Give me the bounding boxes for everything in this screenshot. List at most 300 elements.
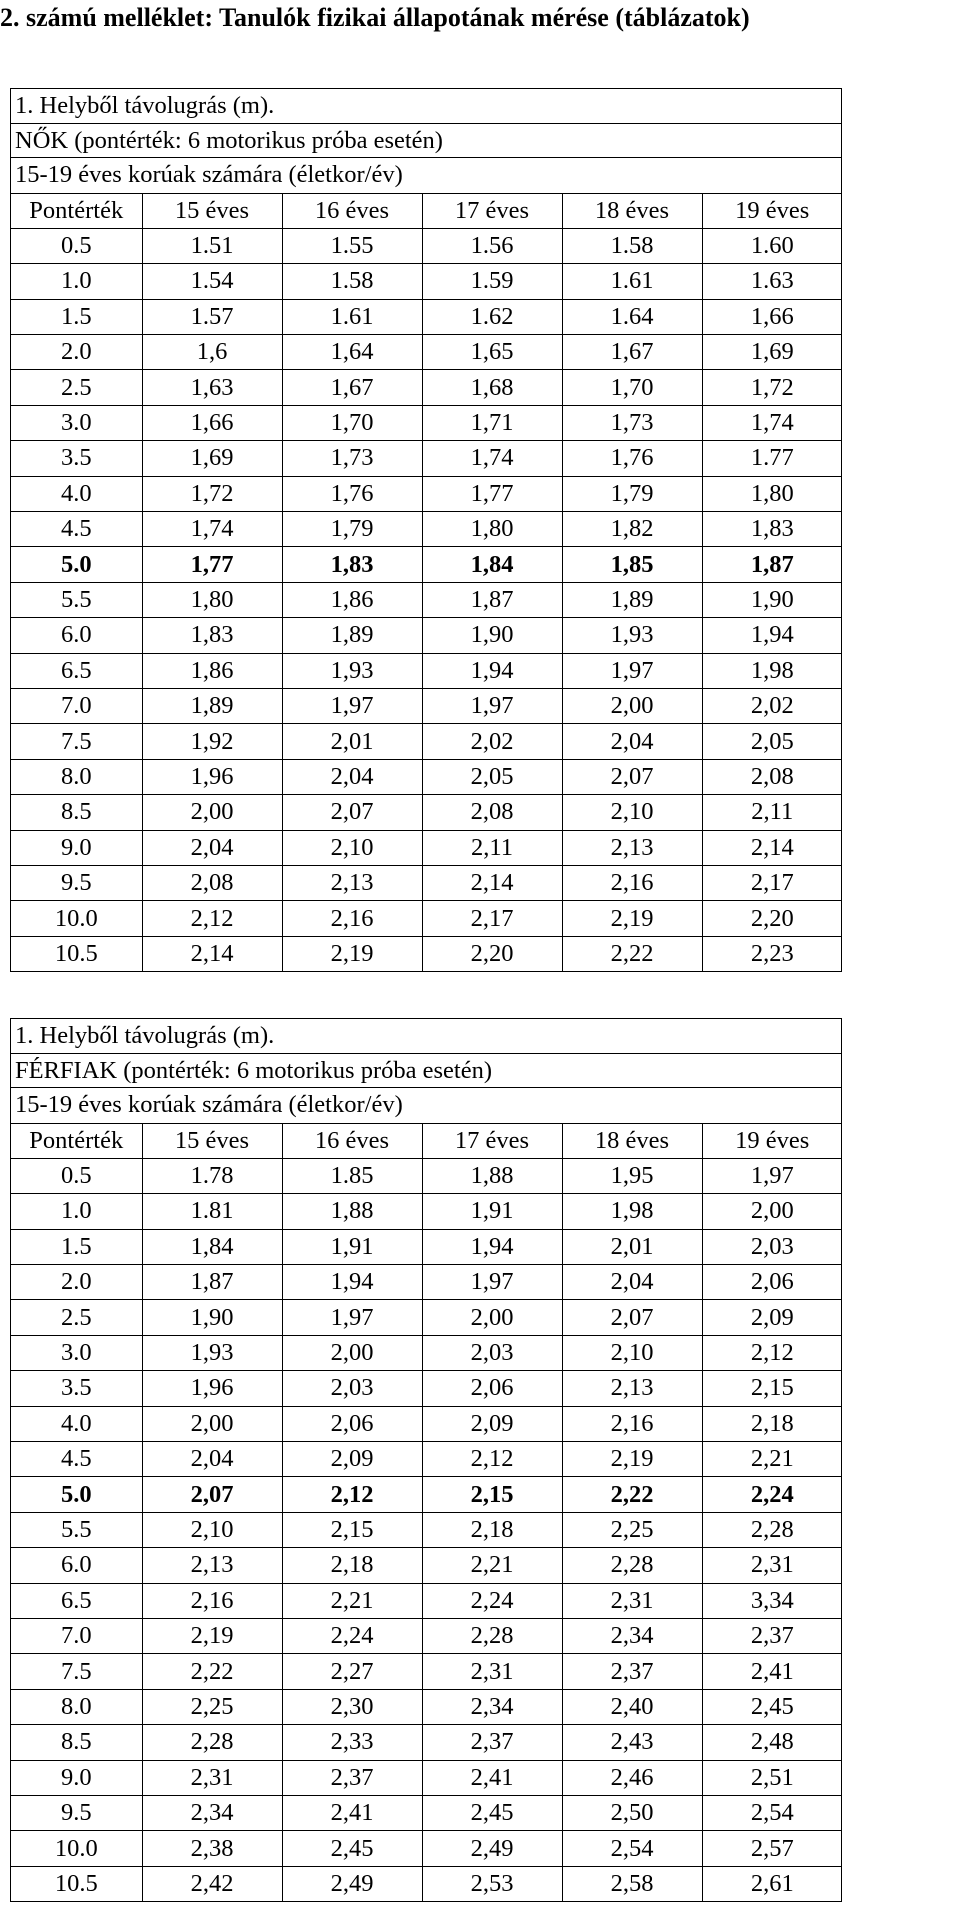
value-cell: 2,05: [702, 724, 842, 759]
value-cell: 2,21: [422, 1548, 562, 1583]
score-cell: 6.0: [11, 1548, 142, 1583]
value-cell: 2,15: [282, 1512, 422, 1547]
score-cell: 2.0: [11, 335, 142, 370]
value-cell: 2,40: [562, 1689, 702, 1724]
column-header: 15 éves: [142, 193, 282, 228]
score-cell: 6.5: [11, 653, 142, 688]
score-cell: 7.0: [11, 1618, 142, 1653]
value-cell: 2,54: [562, 1831, 702, 1866]
value-cell: 2,11: [422, 830, 562, 865]
value-cell: 2,04: [282, 759, 422, 794]
value-cell: 1,91: [422, 1194, 562, 1229]
value-cell: 2,19: [282, 936, 422, 971]
score-cell: 10.0: [11, 901, 142, 936]
score-cell: 1.5: [11, 299, 142, 334]
value-cell: 2,17: [702, 865, 842, 900]
table-row: [11, 1335, 842, 1370]
value-cell: 2,57: [702, 1831, 842, 1866]
score-cell: 5.5: [11, 582, 142, 617]
table-row: [11, 1442, 842, 1477]
value-cell: 2,07: [562, 759, 702, 794]
value-cell: 1.78: [142, 1158, 282, 1193]
score-cell: 3.5: [11, 441, 142, 476]
value-cell: 2,12: [702, 1335, 842, 1370]
value-cell: 2,18: [282, 1548, 422, 1583]
table-row: [11, 1300, 842, 1335]
score-cell: 10.5: [11, 1866, 142, 1901]
table-row: [11, 1194, 842, 1229]
score-cell: 9.0: [11, 1760, 142, 1795]
table-row: [11, 1689, 842, 1724]
value-cell: 1,86: [142, 653, 282, 688]
value-cell: 1,97: [702, 1158, 842, 1193]
value-cell: 1,93: [142, 1335, 282, 1370]
value-cell: 2,24: [702, 1477, 842, 1512]
table-row: [11, 547, 842, 582]
value-cell: 1,83: [142, 618, 282, 653]
value-cell: 1,74: [142, 512, 282, 547]
score-cell: 9.5: [11, 865, 142, 900]
value-cell: 2,07: [142, 1477, 282, 1512]
score-cell: 8.0: [11, 1689, 142, 1724]
value-cell: 1,91: [282, 1229, 422, 1264]
table-row: [11, 795, 842, 830]
table-row: [11, 370, 842, 405]
value-cell: 2,37: [702, 1618, 842, 1653]
table-header-line: 1. Helyből távolugrás (m).: [11, 89, 841, 124]
value-cell: 1,84: [422, 547, 562, 582]
table-nok: [10, 88, 842, 972]
value-cell: 1,63: [142, 370, 282, 405]
page-title: 2. számú melléklet: Tanulók fizikai állapotának mérése (táblázatok): [0, 3, 750, 32]
value-cell: 1.63: [702, 264, 842, 299]
table-row: [11, 405, 842, 440]
table-row: [11, 1265, 842, 1300]
score-cell: 5.0: [11, 547, 142, 582]
table-row: [11, 582, 842, 617]
score-cell: 5.0: [11, 1477, 142, 1512]
value-cell: 2,10: [562, 795, 702, 830]
column-header: 17 éves: [422, 1123, 562, 1158]
value-cell: 2,28: [142, 1725, 282, 1760]
value-cell: 2,00: [282, 1335, 422, 1370]
value-cell: 2,16: [562, 1406, 702, 1441]
table-row: [11, 512, 842, 547]
value-cell: 1,92: [142, 724, 282, 759]
column-header: 18 éves: [562, 193, 702, 228]
score-cell: 10.5: [11, 936, 142, 971]
value-cell: 2,25: [562, 1512, 702, 1547]
table-header-line: 15-19 éves korúak számára (életkor/év): [15, 1091, 403, 1118]
value-cell: 2,49: [282, 1866, 422, 1901]
value-cell: 1.61: [282, 299, 422, 334]
value-cell: 2,45: [282, 1831, 422, 1866]
value-cell: 2,34: [142, 1795, 282, 1830]
value-cell: 1,6: [142, 335, 282, 370]
value-cell: 2,31: [702, 1548, 842, 1583]
value-cell: 1,79: [282, 512, 422, 547]
value-cell: 2,19: [562, 1442, 702, 1477]
value-cell: 2,24: [282, 1618, 422, 1653]
table-row: [11, 724, 842, 759]
column-header: 19 éves: [702, 193, 842, 228]
value-cell: 2,09: [702, 1300, 842, 1335]
table-row: [11, 1654, 842, 1689]
value-cell: 2,10: [562, 1335, 702, 1370]
value-cell: 1,74: [702, 405, 842, 440]
table-row: [11, 688, 842, 723]
value-cell: 2,22: [562, 936, 702, 971]
value-cell: 2,41: [282, 1795, 422, 1830]
column-header-row: [11, 1123, 842, 1158]
value-cell: 2,08: [142, 865, 282, 900]
value-cell: 1,83: [282, 547, 422, 582]
value-cell: 2,22: [562, 1477, 702, 1512]
value-cell: 2,14: [702, 830, 842, 865]
column-header: Pontérték: [11, 193, 142, 228]
value-cell: 2,00: [142, 1406, 282, 1441]
value-cell: 1,72: [702, 370, 842, 405]
value-cell: 2,31: [422, 1654, 562, 1689]
value-cell: 1,87: [422, 582, 562, 617]
value-cell: 1,66: [142, 405, 282, 440]
value-cell: 1,65: [422, 335, 562, 370]
value-cell: 1,80: [422, 512, 562, 547]
value-cell: 1,73: [282, 441, 422, 476]
value-cell: 2,15: [702, 1371, 842, 1406]
score-cell: 2.5: [11, 1300, 142, 1335]
value-cell: 2,46: [562, 1760, 702, 1795]
value-cell: 2,48: [702, 1725, 842, 1760]
value-cell: 2,30: [282, 1689, 422, 1724]
value-cell: 2,17: [422, 901, 562, 936]
column-header: 16 éves: [282, 193, 422, 228]
table-row: [11, 299, 842, 334]
value-cell: 2,13: [142, 1548, 282, 1583]
value-cell: 2,28: [422, 1618, 562, 1653]
value-cell: 2,58: [562, 1866, 702, 1901]
table-row: [11, 936, 842, 971]
score-cell: 7.5: [11, 1654, 142, 1689]
value-cell: 1,69: [142, 441, 282, 476]
table-row: [11, 653, 842, 688]
value-cell: 2,04: [142, 830, 282, 865]
value-cell: 1,89: [562, 582, 702, 617]
column-header-row: [11, 193, 842, 228]
table-row: [11, 1158, 842, 1193]
value-cell: 2,19: [562, 901, 702, 936]
value-cell: 2,03: [282, 1371, 422, 1406]
table-header-line: FÉRFIAK (pontérték: 6 motorikus próba esetén): [11, 1054, 841, 1089]
value-cell: 1,94: [282, 1265, 422, 1300]
value-cell: 2,37: [282, 1760, 422, 1795]
value-cell: 2,15: [422, 1477, 562, 1512]
value-cell: 2,34: [562, 1618, 702, 1653]
value-cell: 2,04: [562, 724, 702, 759]
score-cell: 3.5: [11, 1371, 142, 1406]
table-row: [11, 1760, 842, 1795]
value-cell: 2,49: [422, 1831, 562, 1866]
table-header-line: 15-19 éves korúak számára (életkor/év): [15, 161, 403, 188]
value-cell: 2,22: [142, 1654, 282, 1689]
value-cell: 2,21: [702, 1442, 842, 1477]
value-cell: 2,37: [422, 1725, 562, 1760]
value-cell: 1.61: [562, 264, 702, 299]
value-cell: 1,94: [422, 1229, 562, 1264]
value-cell: 2,12: [142, 901, 282, 936]
table-row: [11, 1512, 842, 1547]
score-cell: 1.0: [11, 1194, 142, 1229]
column-header: 19 éves: [702, 1123, 842, 1158]
value-cell: 2,54: [702, 1795, 842, 1830]
table-row: [11, 865, 842, 900]
value-cell: 1,97: [422, 1265, 562, 1300]
score-cell: 3.0: [11, 405, 142, 440]
value-cell: 2,51: [702, 1760, 842, 1795]
value-cell: 1,90: [422, 618, 562, 653]
table-row: [11, 901, 842, 936]
value-cell: 1,96: [142, 1371, 282, 1406]
value-cell: 2,02: [702, 688, 842, 723]
value-cell: 1,70: [562, 370, 702, 405]
table-row: [11, 1548, 842, 1583]
value-cell: 1,97: [422, 688, 562, 723]
value-cell: 2,61: [702, 1866, 842, 1901]
value-cell: 3,34: [702, 1583, 842, 1618]
score-cell: 1.5: [11, 1229, 142, 1264]
value-cell: 1,67: [562, 335, 702, 370]
value-cell: 2,06: [702, 1265, 842, 1300]
score-cell: 6.0: [11, 618, 142, 653]
value-cell: 1,70: [282, 405, 422, 440]
value-cell: 1,90: [142, 1300, 282, 1335]
table-row: [11, 1229, 842, 1264]
value-cell: 2,07: [562, 1300, 702, 1335]
value-cell: 2,07: [282, 795, 422, 830]
score-cell: 8.5: [11, 795, 142, 830]
score-cell: 0.5: [11, 228, 142, 263]
value-cell: 1,77: [142, 547, 282, 582]
value-cell: 2,45: [422, 1795, 562, 1830]
value-cell: 2,24: [422, 1583, 562, 1618]
value-cell: 1.58: [282, 264, 422, 299]
table-row: [11, 1795, 842, 1830]
value-cell: 1,93: [562, 618, 702, 653]
table-row: [11, 759, 842, 794]
value-cell: 2,02: [422, 724, 562, 759]
value-cell: 2,45: [702, 1689, 842, 1724]
table-row: [11, 1371, 842, 1406]
score-cell: 4.5: [11, 512, 142, 547]
score-cell: 9.5: [11, 1795, 142, 1830]
value-cell: 2,08: [422, 795, 562, 830]
value-cell: 2,13: [562, 830, 702, 865]
table-row: [11, 264, 842, 299]
score-cell: 10.0: [11, 1831, 142, 1866]
value-cell: 2,31: [562, 1583, 702, 1618]
table-row: [11, 830, 842, 865]
table-row: [11, 1831, 842, 1866]
value-cell: 2,16: [142, 1583, 282, 1618]
table-row: [11, 1406, 842, 1441]
value-cell: 1.56: [422, 228, 562, 263]
value-cell: 2,38: [142, 1831, 282, 1866]
value-cell: 2,09: [422, 1406, 562, 1441]
value-cell: 1,87: [142, 1265, 282, 1300]
value-cell: 2,18: [422, 1512, 562, 1547]
value-cell: 1,83: [702, 512, 842, 547]
value-cell: 2,41: [422, 1760, 562, 1795]
value-cell: 2,28: [702, 1512, 842, 1547]
value-cell: 2,10: [282, 830, 422, 865]
value-cell: 2,13: [282, 865, 422, 900]
value-cell: 2,33: [282, 1725, 422, 1760]
value-cell: 1,89: [282, 618, 422, 653]
column-header: 16 éves: [282, 1123, 422, 1158]
value-cell: 2,42: [142, 1866, 282, 1901]
score-cell: 4.5: [11, 1442, 142, 1477]
value-cell: 2,11: [702, 795, 842, 830]
value-cell: 2,04: [142, 1442, 282, 1477]
value-cell: 2,00: [702, 1194, 842, 1229]
value-cell: 2,04: [562, 1265, 702, 1300]
value-cell: 2,16: [282, 901, 422, 936]
value-cell: 1,90: [702, 582, 842, 617]
value-cell: 1,87: [702, 547, 842, 582]
value-cell: 1.62: [422, 299, 562, 334]
value-cell: 1.77: [702, 441, 842, 476]
value-cell: 2,16: [562, 865, 702, 900]
value-cell: 2,34: [422, 1689, 562, 1724]
score-cell: 8.5: [11, 1725, 142, 1760]
value-cell: 1,97: [282, 688, 422, 723]
value-cell: 1,86: [282, 582, 422, 617]
value-cell: 2,21: [282, 1583, 422, 1618]
table-header-line: 1. Helyből távolugrás (m).: [11, 1019, 841, 1054]
value-cell: 1.85: [282, 1158, 422, 1193]
value-cell: 1.58: [562, 228, 702, 263]
data-table: [11, 1123, 842, 1902]
value-cell: 1,88: [422, 1158, 562, 1193]
value-cell: 2,08: [702, 759, 842, 794]
column-header: 18 éves: [562, 1123, 702, 1158]
value-cell: 2,01: [562, 1229, 702, 1264]
value-cell: 2,18: [702, 1406, 842, 1441]
value-cell: 2,06: [422, 1371, 562, 1406]
value-cell: 2,50: [562, 1795, 702, 1830]
table-row: [11, 476, 842, 511]
value-cell: 2,19: [142, 1618, 282, 1653]
value-cell: 1,66: [702, 299, 842, 334]
value-cell: 1,76: [282, 476, 422, 511]
value-cell: 2,23: [702, 936, 842, 971]
value-cell: 1.64: [562, 299, 702, 334]
value-cell: 2,03: [422, 1335, 562, 1370]
value-cell: 1,80: [702, 476, 842, 511]
data-table: [11, 193, 842, 972]
score-cell: 8.0: [11, 759, 142, 794]
score-cell: 0.5: [11, 1158, 142, 1193]
value-cell: 2,14: [422, 865, 562, 900]
value-cell: 2,03: [702, 1229, 842, 1264]
table-row: [11, 1583, 842, 1618]
value-cell: 1.60: [702, 228, 842, 263]
value-cell: 1,73: [562, 405, 702, 440]
value-cell: 1.59: [422, 264, 562, 299]
table-row: [11, 1725, 842, 1760]
score-cell: 4.0: [11, 476, 142, 511]
value-cell: 2,37: [562, 1654, 702, 1689]
value-cell: 1.81: [142, 1194, 282, 1229]
value-cell: 1.55: [282, 228, 422, 263]
value-cell: 1,98: [562, 1194, 702, 1229]
value-cell: 2,20: [702, 901, 842, 936]
score-cell: 7.0: [11, 688, 142, 723]
value-cell: 2,00: [562, 688, 702, 723]
value-cell: 2,25: [142, 1689, 282, 1724]
value-cell: 1,98: [702, 653, 842, 688]
value-cell: 2,31: [142, 1760, 282, 1795]
value-cell: 2,13: [562, 1371, 702, 1406]
table-header-line: NŐK (pontérték: 6 motorikus próba esetén): [11, 124, 841, 159]
value-cell: 1,84: [142, 1229, 282, 1264]
table-row: [11, 1866, 842, 1901]
table-row: [11, 441, 842, 476]
value-cell: 1,72: [142, 476, 282, 511]
score-cell: 4.0: [11, 1406, 142, 1441]
value-cell: 1.54: [142, 264, 282, 299]
value-cell: 2,00: [422, 1300, 562, 1335]
value-cell: 2,28: [562, 1548, 702, 1583]
score-cell: 7.5: [11, 724, 142, 759]
value-cell: 1,94: [702, 618, 842, 653]
value-cell: 2,41: [702, 1654, 842, 1689]
value-cell: 2,01: [282, 724, 422, 759]
score-cell: 3.0: [11, 1335, 142, 1370]
value-cell: 2,53: [422, 1866, 562, 1901]
value-cell: 1,97: [282, 1300, 422, 1335]
value-cell: 1,82: [562, 512, 702, 547]
value-cell: 2,10: [142, 1512, 282, 1547]
value-cell: 1.57: [142, 299, 282, 334]
column-header: 17 éves: [422, 193, 562, 228]
value-cell: 1,69: [702, 335, 842, 370]
value-cell: 1,95: [562, 1158, 702, 1193]
value-cell: 2,00: [142, 795, 282, 830]
value-cell: 1,77: [422, 476, 562, 511]
score-cell: 5.5: [11, 1512, 142, 1547]
table-row: [11, 618, 842, 653]
score-cell: 2.5: [11, 370, 142, 405]
value-cell: 1,88: [282, 1194, 422, 1229]
table-row: [11, 228, 842, 263]
score-cell: 6.5: [11, 1583, 142, 1618]
value-cell: 1,93: [282, 653, 422, 688]
value-cell: 2,05: [422, 759, 562, 794]
value-cell: 2,14: [142, 936, 282, 971]
value-cell: 1,96: [142, 759, 282, 794]
value-cell: 2,12: [422, 1442, 562, 1477]
column-header: Pontérték: [11, 1123, 142, 1158]
score-cell: 9.0: [11, 830, 142, 865]
value-cell: 2,27: [282, 1654, 422, 1689]
value-cell: 1,76: [562, 441, 702, 476]
value-cell: 1,94: [422, 653, 562, 688]
value-cell: 2,12: [282, 1477, 422, 1512]
value-cell: 1,67: [282, 370, 422, 405]
value-cell: 2,20: [422, 936, 562, 971]
value-cell: 2,06: [282, 1406, 422, 1441]
